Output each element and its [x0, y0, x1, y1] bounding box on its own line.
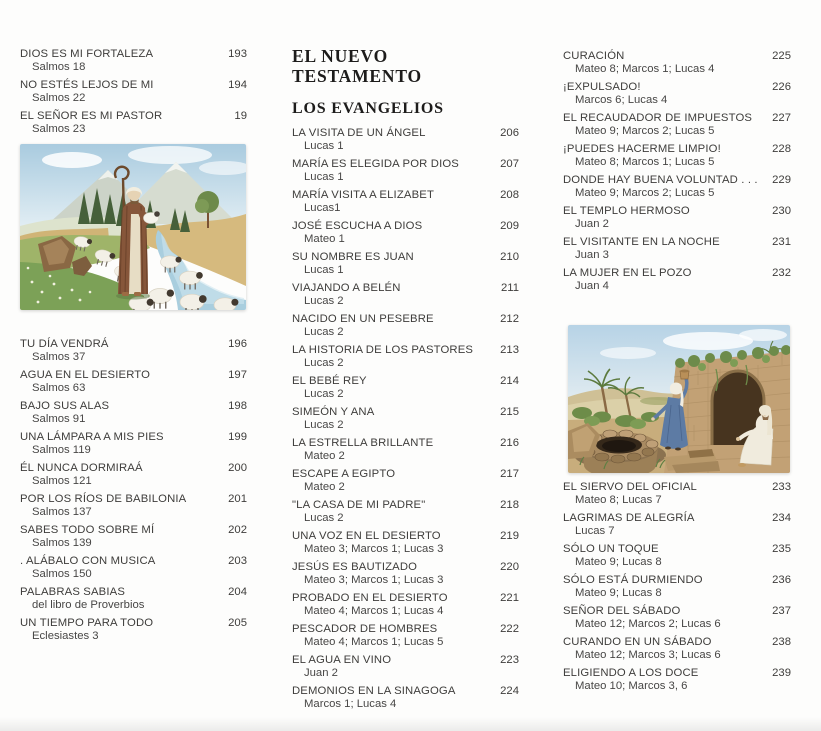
toc-entry: [20, 431, 247, 457]
entry-text-block: [563, 481, 761, 507]
entry-page-number: 217: [500, 468, 519, 480]
entry-text-block: [292, 406, 489, 432]
entry-text-block: [20, 493, 217, 519]
entry-title: EL TEMPLO HERMOSO: [563, 205, 690, 217]
toc-entry: [20, 369, 247, 395]
entry-title: SÓLO UN TOQUE: [563, 543, 659, 555]
entry-page-number: 227: [772, 112, 791, 124]
entry-page-number: 201: [228, 493, 247, 505]
entry-text-block: [563, 81, 761, 107]
toc-entry: [292, 530, 519, 556]
entry-text-block: [292, 561, 489, 587]
toc-entry: [20, 79, 247, 105]
toc-entry: [292, 220, 519, 246]
entry-page-number: 199: [228, 431, 247, 443]
entry-text-block: [292, 437, 489, 463]
entry-reference: Juan 2: [304, 667, 338, 679]
entry-text-block: [292, 282, 489, 308]
entry-reference: Juan 2: [575, 218, 609, 230]
entry-page-number: 209: [500, 220, 519, 232]
entry-text-block: [20, 369, 217, 395]
entry-title: DEMONIOS EN LA SINAGOGA: [292, 685, 456, 697]
entry-reference: Salmos 150: [32, 568, 92, 580]
entry-page-number: 231: [772, 236, 791, 248]
entry-title: "LA CASA DE MI PADRE": [292, 499, 426, 511]
entry-title: ELIGIENDO A LOS DOCE: [563, 667, 699, 679]
entry-text-block: [292, 158, 489, 184]
entry-text-block: [20, 431, 217, 457]
entry-page-number: 235: [772, 543, 791, 555]
toc-entry: [20, 338, 247, 364]
entry-page-number: 215: [500, 406, 519, 418]
entry-reference: Lucas 2: [304, 295, 344, 307]
entry-page-number: 213: [500, 344, 519, 356]
entry-reference: Salmos 63: [32, 382, 86, 394]
entry-text-block: [563, 267, 761, 293]
entry-title: EL AGUA EN VINO: [292, 654, 392, 666]
toc-entry: [20, 617, 247, 643]
entry-page-number: 225: [772, 50, 791, 62]
entry-reference: Lucas 2: [304, 326, 344, 338]
toc-entry: [20, 586, 247, 612]
toc-entry: [563, 543, 791, 569]
entry-reference: Mateo 9; Lucas 8: [575, 556, 662, 568]
entry-title: MARÍA ES ELEGIDA POR DIOS: [292, 158, 459, 170]
entry-reference: Salmos 119: [32, 444, 91, 456]
entry-page-number: 238: [772, 636, 791, 648]
toc-entry: [292, 499, 519, 525]
entry-page-number: 218: [500, 499, 519, 511]
entry-page-number: 221: [500, 592, 519, 604]
entry-text-block: [292, 189, 489, 215]
toc-entry: [20, 462, 247, 488]
toc-entry: [292, 313, 519, 339]
toc-entry: [20, 555, 247, 581]
entry-page-number: 206: [500, 127, 519, 139]
entry-page-number: 229: [772, 174, 791, 186]
entry-text-block: [292, 623, 489, 649]
entry-text-block: [563, 543, 761, 569]
entry-page-number: 216: [500, 437, 519, 449]
entry-text-block: [563, 574, 761, 600]
entry-reference: Lucas 1: [304, 171, 344, 183]
toc-entry: [292, 344, 519, 370]
toc-column-left: [20, 48, 247, 648]
toc-entry: [563, 667, 791, 693]
toc-entry: [563, 143, 791, 169]
entry-title: SIMEÓN Y ANA: [292, 406, 375, 418]
entry-reference: Lucas 1: [304, 264, 344, 276]
entry-page-number: 211: [500, 282, 519, 294]
entry-text-block: [20, 79, 217, 105]
entry-page-number: 207: [500, 158, 519, 170]
shepherd-with-flock-illustration: [20, 144, 246, 310]
entry-reference: Mateo 8; Lucas 7: [575, 494, 662, 506]
entry-text-block: [563, 50, 761, 76]
entry-reference: Lucas 2: [304, 512, 344, 524]
entry-reference: Marcos 1; Lucas 4: [304, 698, 397, 710]
entry-title: SABES TODO SOBRE MÍ: [20, 524, 155, 536]
entry-page-number: 196: [228, 338, 247, 350]
entry-page-number: 19: [234, 110, 247, 122]
entry-reference: Lucas 2: [304, 388, 344, 400]
gospels-heading: LOS EVANGELIOS: [292, 100, 444, 117]
entry-title: UNA LÁMPARA A MIS PIES: [20, 431, 164, 443]
entry-reference: Mateo 12; Marcos 3; Lucas 6: [575, 649, 721, 661]
entry-title: ÉL NUNCA DORMIRAÁ: [20, 462, 143, 474]
entry-reference: Salmos 23: [32, 123, 86, 135]
entry-title: POR LOS RÍOS DE BABILONIA: [20, 493, 187, 505]
woman-at-the-well-illustration: [568, 325, 790, 473]
entry-reference: Lucas 2: [304, 419, 344, 431]
entry-title: UNA VOZ EN EL DESIERTO: [292, 530, 441, 542]
entry-page-number: 194: [228, 79, 247, 91]
toc-entry: [563, 174, 791, 200]
entry-page-number: 232: [772, 267, 791, 279]
entry-reference: Lucas 7: [575, 525, 615, 537]
toc-entry: [20, 493, 247, 519]
toc-entry: [292, 592, 519, 618]
entry-reference: Eclesiastes 3: [32, 630, 99, 642]
left-bottom-entry-list: [20, 338, 247, 643]
entry-reference: Mateo 9; Marcos 2; Lucas 5: [575, 125, 715, 137]
entry-reference: del libro de Proverbios: [32, 599, 145, 611]
toc-entry: [292, 251, 519, 277]
entry-title: . ALÁBALO CON MUSICA: [20, 555, 156, 567]
toc-entry: [563, 512, 791, 538]
entry-reference: Lucas 2: [304, 357, 344, 369]
toc-column-right: [563, 50, 791, 698]
entry-title: EL RECAUDADOR DE IMPUESTOS: [563, 112, 753, 124]
entry-text-block: [20, 462, 217, 488]
entry-page-number: 203: [228, 555, 247, 567]
toc-entry: [292, 375, 519, 401]
entry-title: UN TIEMPO PARA TODO: [20, 617, 154, 629]
toc-entry: [20, 524, 247, 550]
entry-title: LA ESTRELLA BRILLANTE: [292, 437, 434, 449]
entry-title: VIAJANDO A BELÉN: [292, 282, 401, 294]
entry-text-block: [292, 592, 489, 618]
entry-page-number: 205: [228, 617, 247, 629]
toc-entry: [292, 282, 519, 308]
entry-title: NO ESTÉS LEJOS DE MI: [20, 79, 154, 91]
entry-title: SU NOMBRE ES JUAN: [292, 251, 414, 263]
entry-text-block: [20, 586, 217, 612]
toc-entry: [292, 437, 519, 463]
entry-title: AGUA EN EL DESIERTO: [20, 369, 151, 381]
entry-title: EL VISITANTE EN LA NOCHE: [563, 236, 720, 248]
entry-text-block: [20, 110, 217, 136]
entry-reference: Juan 3: [575, 249, 609, 261]
entry-page-number: 210: [500, 251, 519, 263]
toc-entry: [563, 636, 791, 662]
entry-title: MARÍA VISITA A ELIZABET: [292, 189, 434, 201]
toc-entry: [563, 605, 791, 631]
toc-entry: [563, 267, 791, 293]
entry-text-block: [563, 605, 761, 631]
entry-text-block: [20, 338, 217, 364]
toc-entry: [292, 127, 519, 153]
entry-page-number: 226: [772, 81, 791, 93]
entry-title: EL SIERVO DEL OFICIAL: [563, 481, 697, 493]
left-top-entry-list: [20, 48, 247, 136]
entry-text-block: [292, 685, 489, 711]
entry-text-block: [563, 636, 761, 662]
entry-page-number: 223: [500, 654, 519, 666]
entry-text-block: [292, 344, 489, 370]
entry-title: DONDE HAY BUENA VOLUNTAD . . .: [563, 174, 758, 186]
entry-reference: Mateo 12; Marcos 2; Lucas 6: [575, 618, 721, 630]
entry-title: ¡PUEDES HACERME LIMPIO!: [563, 143, 721, 155]
entry-title: BAJO SUS ALAS: [20, 400, 110, 412]
page-bottom-shadow: [0, 717, 821, 731]
toc-entry: [563, 205, 791, 231]
entry-text-block: [292, 654, 489, 680]
toc-entry: [292, 623, 519, 649]
entry-reference: Lucas 1: [304, 140, 344, 152]
entry-reference: Mateo 4; Marcos 1; Lucas 4: [304, 605, 444, 617]
toc-entry: [20, 400, 247, 426]
toc-entry: [292, 468, 519, 494]
entry-page-number: 230: [772, 205, 791, 217]
entry-title: EL SEÑOR ES MI PASTOR: [20, 110, 163, 122]
entry-reference: Mateo 8; Marcos 1; Lucas 5: [575, 156, 715, 168]
entry-page-number: 193: [228, 48, 247, 60]
entry-reference: Salmos 37: [32, 351, 86, 363]
entry-text-block: [292, 530, 489, 556]
entry-title: NACIDO EN UN PESEBRE: [292, 313, 434, 325]
entry-reference: Marcos 6; Lucas 4: [575, 94, 668, 106]
entry-text-block: [292, 468, 489, 494]
entry-page-number: 236: [772, 574, 791, 586]
entry-text-block: [20, 48, 217, 74]
toc-entry: [563, 112, 791, 138]
entry-page-number: 208: [500, 189, 519, 201]
entry-title: SÓLO ESTÁ DURMIENDO: [563, 574, 703, 586]
entry-reference: Mateo 2: [304, 450, 345, 462]
entry-title: TU DÍA VENDRÁ: [20, 338, 109, 350]
entry-reference: Mateo 8; Marcos 1; Lucas 4: [575, 63, 715, 75]
entry-page-number: 220: [500, 561, 519, 573]
entry-text-block: [563, 205, 761, 231]
entry-title: CURACIÓN: [563, 50, 625, 62]
entry-reference: Salmos 22: [32, 92, 86, 104]
entry-page-number: 212: [500, 313, 519, 325]
entry-title: ¡EXPULSADO!: [563, 81, 641, 93]
right-top-entry-list: [563, 50, 791, 293]
entry-page-number: 239: [772, 667, 791, 679]
entry-page-number: 219: [500, 530, 519, 542]
entry-page-number: 200: [228, 462, 247, 474]
entry-title: DIOS ES MI FORTALEZA: [20, 48, 154, 60]
entry-text-block: [20, 524, 217, 550]
entry-text-block: [20, 400, 217, 426]
entry-text-block: [292, 499, 489, 525]
entry-page-number: 214: [500, 375, 519, 387]
entry-reference: Mateo 1: [304, 233, 345, 245]
entry-text-block: [563, 667, 761, 693]
toc-entry: [563, 481, 791, 507]
entry-reference: Salmos 121: [32, 475, 92, 487]
entry-title: PROBADO EN EL DESIERTO: [292, 592, 448, 604]
entry-text-block: [563, 236, 761, 262]
toc-entry: [563, 574, 791, 600]
toc-entry: [20, 110, 247, 136]
entry-text-block: [563, 174, 761, 200]
entry-title: PESCADOR DE HOMBRES: [292, 623, 438, 635]
entry-page-number: 224: [500, 685, 519, 697]
right-bottom-entry-list: [563, 481, 791, 693]
entry-title: JOSÉ ESCUCHA A DIOS: [292, 220, 423, 232]
entry-text-block: [292, 127, 489, 153]
entry-page-number: 204: [228, 586, 247, 598]
new-testament-heading: EL NUEVO TESTAMENTO: [292, 46, 422, 86]
entry-title: LA MUJER EN EL POZO: [563, 267, 692, 279]
toc-entry: [292, 189, 519, 215]
entry-title: LAGRIMAS DE ALEGRÍA: [563, 512, 695, 524]
entry-page-number: 237: [772, 605, 791, 617]
toc-entry: [292, 685, 519, 711]
entry-title: LA HISTORIA DE LOS PASTORES: [292, 344, 474, 356]
entry-text-block: [20, 617, 217, 643]
entry-title: PALABRAS SABIAS: [20, 586, 126, 598]
entry-reference: Mateo 3; Marcos 1; Lucas 3: [304, 543, 444, 555]
entry-text-block: [563, 112, 761, 138]
toc-entry: [292, 406, 519, 432]
entry-text-block: [563, 512, 761, 538]
entry-text-block: [292, 220, 489, 246]
entry-reference: Salmos 91: [32, 413, 86, 425]
entry-reference: Salmos 137: [32, 506, 92, 518]
entry-title: EL BEBÉ REY: [292, 375, 367, 387]
toc-entry: [292, 158, 519, 184]
entry-reference: Mateo 9; Marcos 2; Lucas 5: [575, 187, 715, 199]
entry-title: CURANDO EN UN SÁBADO: [563, 636, 712, 648]
entry-reference: Mateo 2: [304, 481, 345, 493]
entry-text-block: [20, 555, 217, 581]
entry-title: JESÚS ES BAUTIZADO: [292, 561, 418, 573]
entry-reference: Lucas1: [304, 202, 341, 214]
toc-entry: [563, 81, 791, 107]
toc-entry: [292, 561, 519, 587]
entry-page-number: 202: [228, 524, 247, 536]
entry-text-block: [292, 375, 489, 401]
entry-text-block: [292, 313, 489, 339]
toc-entry: [563, 236, 791, 262]
entry-reference: Mateo 9; Lucas 8: [575, 587, 662, 599]
entry-reference: Mateo 4; Marcos 1; Lucas 5: [304, 636, 444, 648]
entry-page-number: 198: [228, 400, 247, 412]
entry-reference: Mateo 10; Marcos 3, 6: [575, 680, 688, 692]
entry-title: SEÑOR DEL SÁBADO: [563, 605, 681, 617]
entry-reference: Juan 4: [575, 280, 609, 292]
entry-page-number: 234: [772, 512, 791, 524]
entry-page-number: 197: [228, 369, 247, 381]
entry-page-number: 233: [772, 481, 791, 493]
entry-page-number: 228: [772, 143, 791, 155]
entry-title: LA VISITA DE UN ÁNGEL: [292, 127, 426, 139]
toc-entry: [292, 654, 519, 680]
entry-text-block: [563, 143, 761, 169]
entry-reference: Mateo 3; Marcos 1; Lucas 3: [304, 574, 444, 586]
entry-page-number: 222: [500, 623, 519, 635]
entry-title: ESCAPE A EGIPTO: [292, 468, 396, 480]
toc-column-middle: [292, 46, 519, 716]
entry-text-block: [292, 251, 489, 277]
entry-reference: Salmos 139: [32, 537, 92, 549]
entry-reference: Salmos 18: [32, 61, 86, 73]
toc-entry: [563, 50, 791, 76]
toc-entry: [20, 48, 247, 74]
middle-entry-list: [292, 127, 519, 711]
